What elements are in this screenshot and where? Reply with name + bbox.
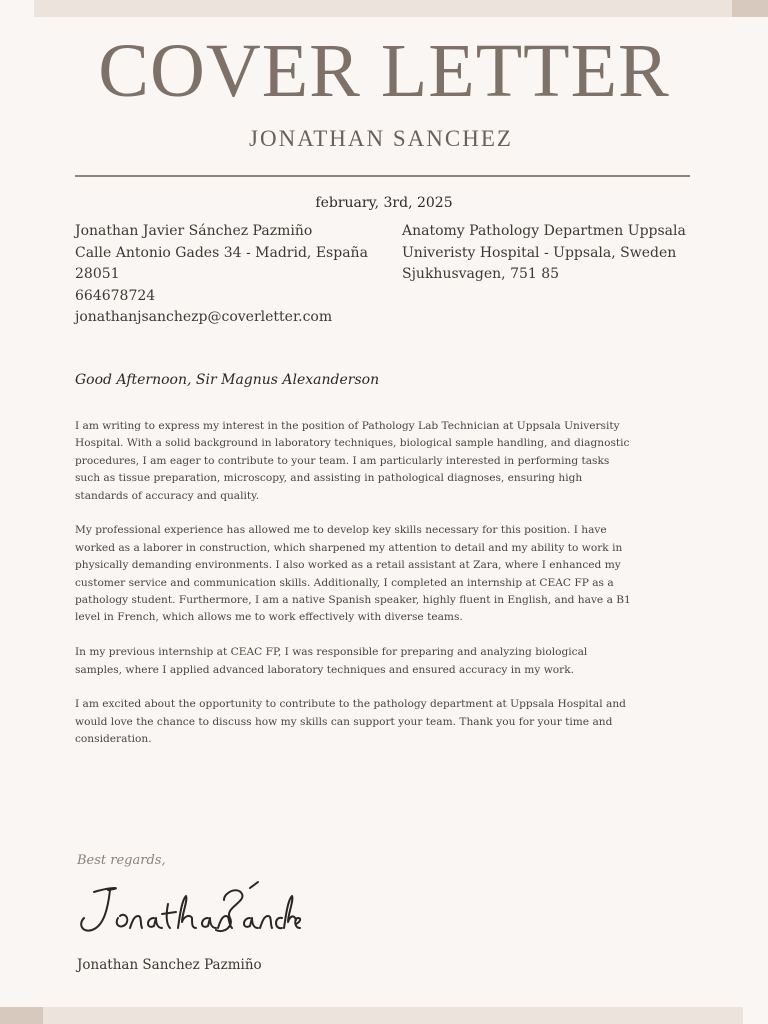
top-decorative-band [34, 0, 734, 17]
recipient-address-block [402, 221, 686, 286]
page-title: COVER LETTER [98, 29, 670, 113]
sender-name: Jonathan Javier Sánchez Pazmiño [75, 223, 313, 239]
sender-address-block [75, 221, 368, 329]
closing-phrase: Best regards, [77, 853, 166, 868]
bottom-decorative-band [43, 1007, 743, 1024]
applicant-name-heading: JONATHAN SANCHEZ [249, 126, 513, 151]
handwritten-signature [74, 878, 302, 942]
body-paragraph: In my previous internship at CEAC FP, I was responsible for preparing and analyzing biological samples, where I applied advanced laboratory techniques and ensured accuracy in my work. [75, 646, 588, 676]
bottom-band-accent [0, 1007, 43, 1024]
top-band-accent [732, 0, 768, 17]
recipient-department: Anatomy Pathology Departmen Uppsala [402, 223, 686, 239]
sender-street: Calle Antonio Gades 34 - Madrid, España [75, 244, 368, 261]
recipient-street: Sjukhusvagen, 751 85 [402, 266, 560, 283]
sender-phone: 664678724 [75, 287, 156, 304]
sender-postal-code: 28051 [75, 266, 120, 283]
body-paragraph: My professional experience has allowed me to develop key skills necessary for this position. I have worked as a laborer in construction, which sharpened my attention to detail and my ability to work in physically demanding environments. I also worked as a retail assistant at Zara, where I enhanced my customer service and communication skills. Additionally, I completed an internship at CEAC FP as a pathology student. Furthermore, I am a native Spanish speaker, highly fluent in English, and have a B1 level in French, which allows me to work effectively with diverse teams. [75, 524, 631, 624]
body-paragraph: I am excited about the opportunity to contribute to the pathology department at Uppsala Hospital and would love the chance to discuss how my skills can support your team. Thank you for your time and consideration. [75, 698, 626, 746]
letter-body [75, 418, 635, 766]
recipient-hospital: Univeristy Hospital - Uppsala, Sweden [402, 244, 677, 261]
letter-date: february, 3rd, 2025 [315, 195, 453, 211]
salutation: Good Afternoon, Sir Magnus Alexanderson [75, 372, 380, 388]
header-divider [75, 175, 690, 177]
signer-name: Jonathan Sanchez Pazmiño [77, 957, 262, 973]
sender-email: jonathanjsanchezp@coverletter.com [75, 309, 333, 326]
body-paragraph: I am writing to express my interest in the position of Pathology Lab Technician at Uppsala University Hospital. With a solid background in laboratory techniques, biological sample handling, and diagnostic procedures, I am eager to contribute to your team. I am particularly interested in performing tasks such as tissue preparation, microscopy, and assisting in pathological diagnoses, ensuring high standards of accuracy and quality. [75, 420, 630, 502]
